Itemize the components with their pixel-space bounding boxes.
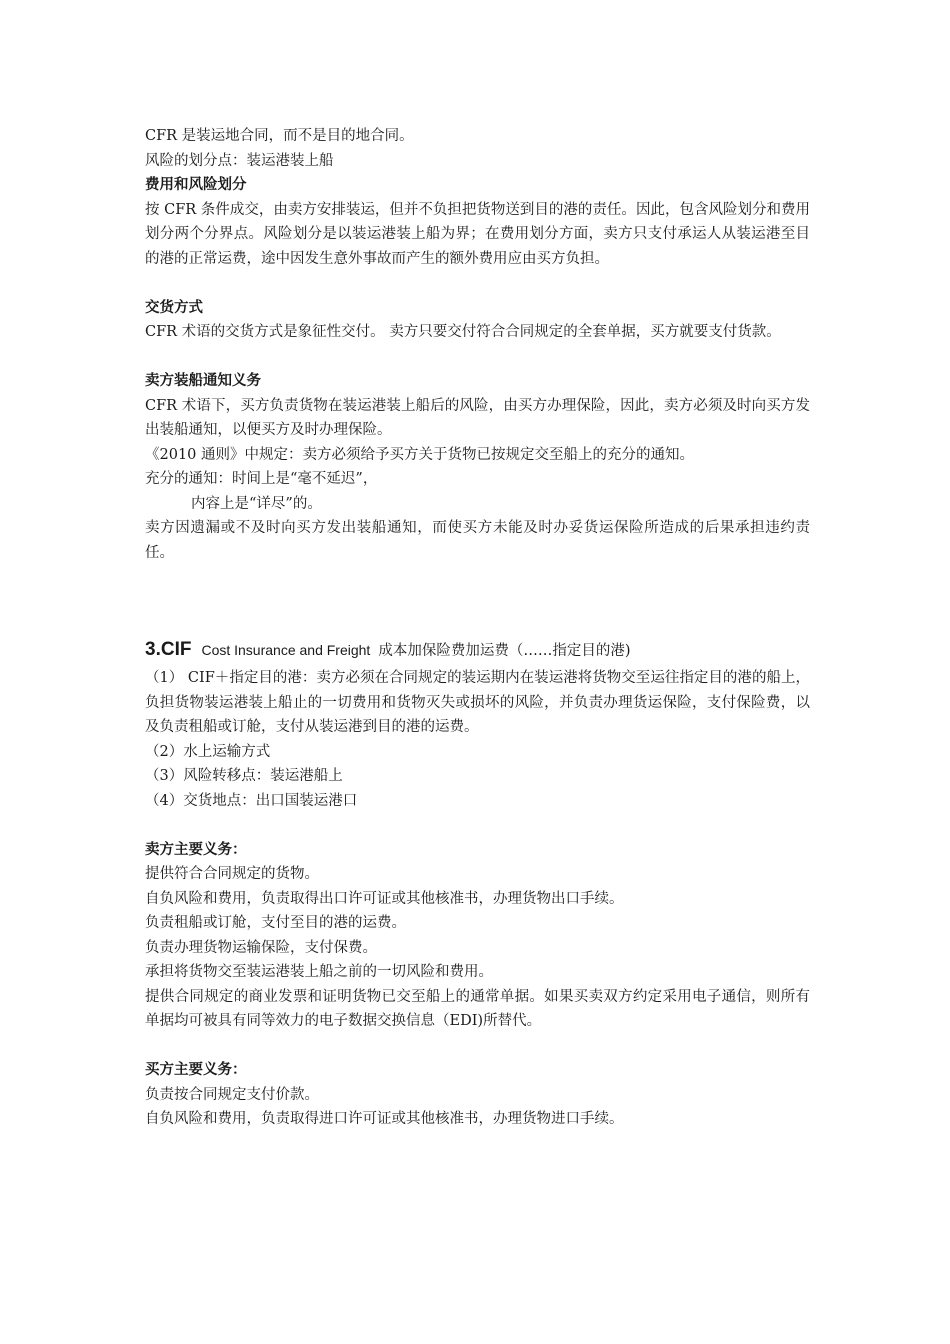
seller-obligations-heading: 卖方主要义务： [145,840,247,858]
document-page [145,124,810,1132]
notice-paragraph-4: 内容上是“详尽”的。 [191,495,322,512]
notice-paragraph-3: 充分的通知：时间上是“毫不延迟”， [145,471,378,487]
cif-item-1: （1） CIF＋指定目的港：卖方必须在合同规定的装运期内在装运港将货物交至运往指定目的港的船上，负担货物装运港装上船止的一切费用和货物灭失或损坏的风险，并负责办理货运保险，支付保险费，以及负责租船或订舱，支付从装运港到目的港的运费。 [145,670,810,735]
cif-heading-chinese: 成本加保险费加运费（……指定目的港) [378,643,631,659]
buyer-obligations-heading: 买方主要义务： [145,1061,247,1078]
buyer-obligation-item: 自负风险和费用，负责取得进口许可证或其他核准书，办理货物进口手续。 [145,1111,624,1127]
seller-obligation-item: 承担将货物交至装运港装上船之前的一切风险和费用。 [145,964,493,980]
cif-item-3: （3）风险转移点：装运港船上 [145,768,343,784]
spacer [145,1034,810,1059]
cif-heading-number: 3.CIF [145,639,192,660]
delivery-heading: 交货方式 [145,298,203,316]
notice-paragraph-2: 《2010 通则》中规定：卖方必须给予买方关于货物已按规定交至船上的充分的通知。 [145,446,695,463]
delivery-paragraph: CFR 术语的交货方式是象征性交付。 卖方只要交付符合合同规定的全套单据，买方就要支付货款。 [145,324,781,340]
seller-obligation-item: 提供合同规定的商业发票和证明货物已交至船上的通常单据。如果买卖双方约定采用电子通信，则所有单据均可被具有同等效力的电子数据交换信息（EDI)所替代。 [145,988,810,1029]
cfr-line-1: CFR 是装运地合同，而不是目的地合同。 [145,128,414,144]
seller-obligation-item: 负责办理货物运输保险，支付保费。 [145,939,377,956]
notice-paragraph-5: 卖方因遗漏或不及时向买方发出装船通知，而使买方未能及时办妥货运保险所造成的后果承担违约责任。 [145,520,810,561]
cif-section-heading [145,635,810,666]
spacer [145,345,810,370]
notice-paragraph-1: CFR 术语下，买方负责货物在装运港装上船后的风险，由买方办理保险，因此，卖方必须及时向买方发出装船通知，以便买方及时办理保险。 [145,397,810,438]
cost-risk-heading: 费用和风险划分 [145,176,247,193]
cfr-line-2: 风险的划分点：装运港装上船 [145,152,334,169]
spacer [145,271,810,296]
seller-obligation-item: 自负风险和费用，负责取得出口许可证或其他核准书，办理货物出口手续。 [145,890,624,907]
cif-item-2: （2）水上运输方式 [145,743,271,760]
buyer-obligation-item: 负责按合同规定支付价款。 [145,1086,319,1103]
cif-heading-english: Cost Insurance and Freight [201,642,371,658]
seller-obligation-item: 负责租船或订舱，支付至目的港的运费。 [145,915,406,931]
spacer [145,813,810,838]
cif-item-4: （4）交货地点：出口国装运港口 [145,792,358,809]
cost-risk-paragraph: 按 CFR 条件成交，由卖方安排装运，但并不负担把货物送到目的港的责任。因此，包含风险划分和费用划分两个分界点。风险划分是以装运港装上船为界；在费用划分方面，卖方只支付承运人从装运港至目的港的正常运费，途中因发生意外事故而产生的额外费用应由买方负担。 [145,201,810,267]
spacer [145,565,810,635]
seller-obligation-item: 提供符合合同规定的货物。 [145,866,319,882]
notice-heading: 卖方装船通知义务 [145,372,261,389]
